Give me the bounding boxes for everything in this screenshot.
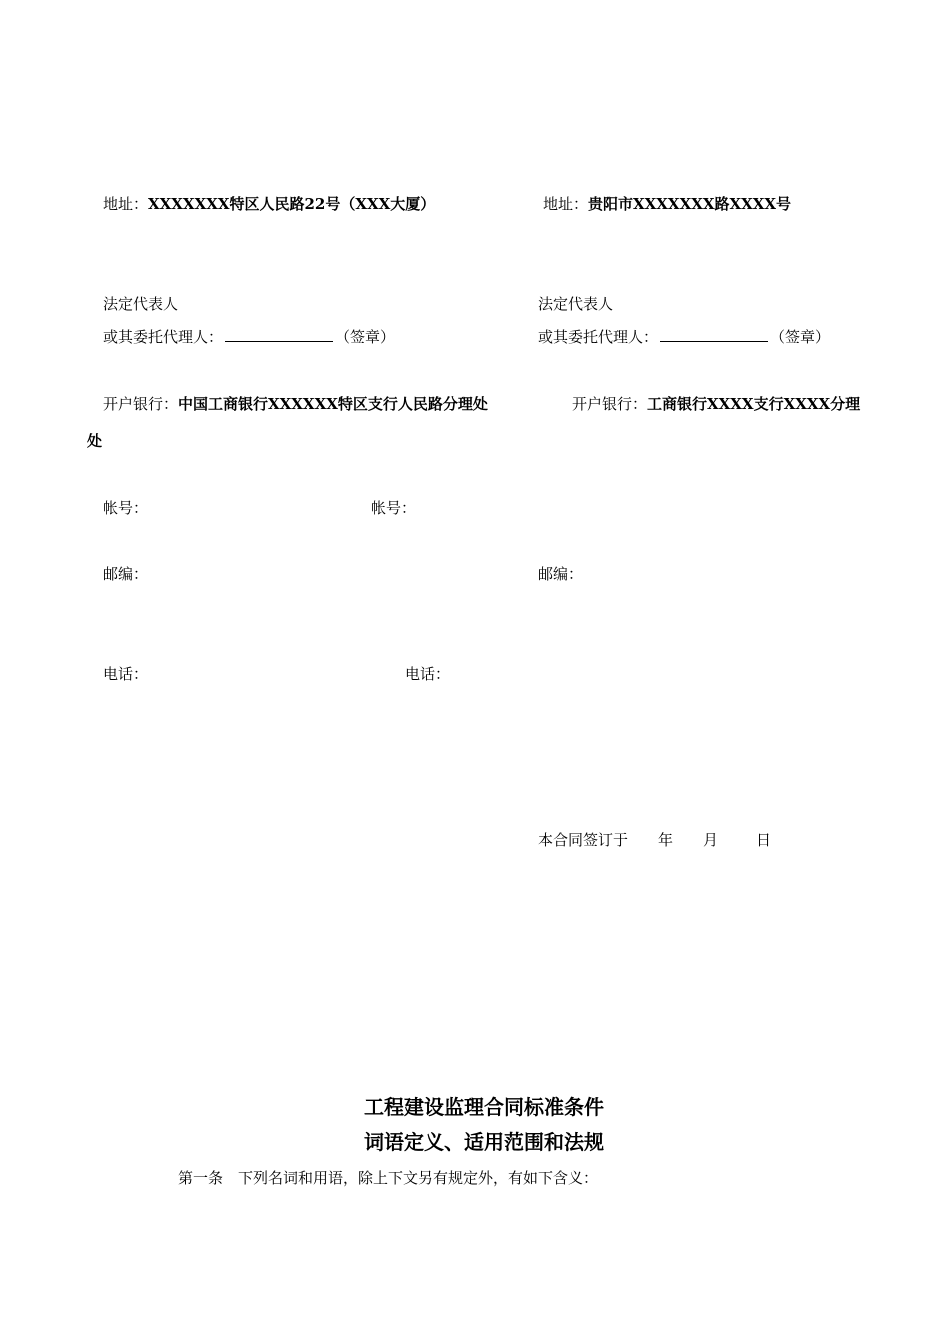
party-a-address-value: XXXXXXX特区人民路22号（XXX大厦） <box>148 195 436 213</box>
party-b-address-label: 地址： <box>543 195 589 213</box>
party-a-seal-label: （签章） <box>335 328 396 346</box>
party-b-address-value: 贵阳市XXXXXXX路XXXX号 <box>588 195 792 213</box>
party-a-address-label: 地址： <box>103 195 149 213</box>
party-a-phone-label: 电话： <box>103 665 149 683</box>
party-b-bank-value-wrap: 处 <box>87 432 103 450</box>
party-a-agent-signature <box>103 327 395 347</box>
party-b-legal-rep-label: 法定代表人 <box>538 295 614 313</box>
party-b-address <box>543 194 791 214</box>
signing-date-month: 月 <box>703 831 719 849</box>
signing-date-year: 年 <box>658 831 674 849</box>
party-a-bank-value: 中国工商银行XXXXXX特区支行人民路分理处 <box>178 395 488 413</box>
party-b-signature-line[interactable] <box>660 327 768 342</box>
article-1: 第一条 下列名词和用语，除上下文另有规定外，有如下含义： <box>178 1169 599 1187</box>
party-b-agent-signature <box>538 327 830 347</box>
section-title-1: 工程建设监理合同标准条件 <box>364 1095 604 1119</box>
party-a-bank <box>103 394 488 414</box>
signing-date <box>538 830 771 850</box>
party-b-account-label: 帐号： <box>371 499 417 517</box>
party-b-bank <box>572 394 860 414</box>
section-title-2: 词语定义、适用范围和法规 <box>364 1130 604 1154</box>
party-b-agent-label: 或其委托代理人： <box>538 328 659 346</box>
party-a-legal-rep-label: 法定代表人 <box>103 295 179 313</box>
party-a-account-label: 帐号： <box>103 499 149 517</box>
party-b-bank-value: 工商银行XXXX支行XXXX分理 <box>647 395 861 413</box>
party-b-bank-label: 开户银行： <box>572 395 648 413</box>
party-a-bank-label: 开户银行： <box>103 395 179 413</box>
party-b-phone-label: 电话： <box>405 665 451 683</box>
signing-date-day: 日 <box>756 831 772 849</box>
party-b-postcode-label: 邮编： <box>538 565 584 583</box>
party-a-signature-line[interactable] <box>225 327 333 342</box>
party-a-address <box>103 194 435 214</box>
party-a-agent-label: 或其委托代理人： <box>103 328 224 346</box>
party-b-seal-label: （签章） <box>770 328 831 346</box>
party-a-postcode-label: 邮编： <box>103 565 149 583</box>
signing-date-prefix: 本合同签订于 <box>538 831 629 849</box>
